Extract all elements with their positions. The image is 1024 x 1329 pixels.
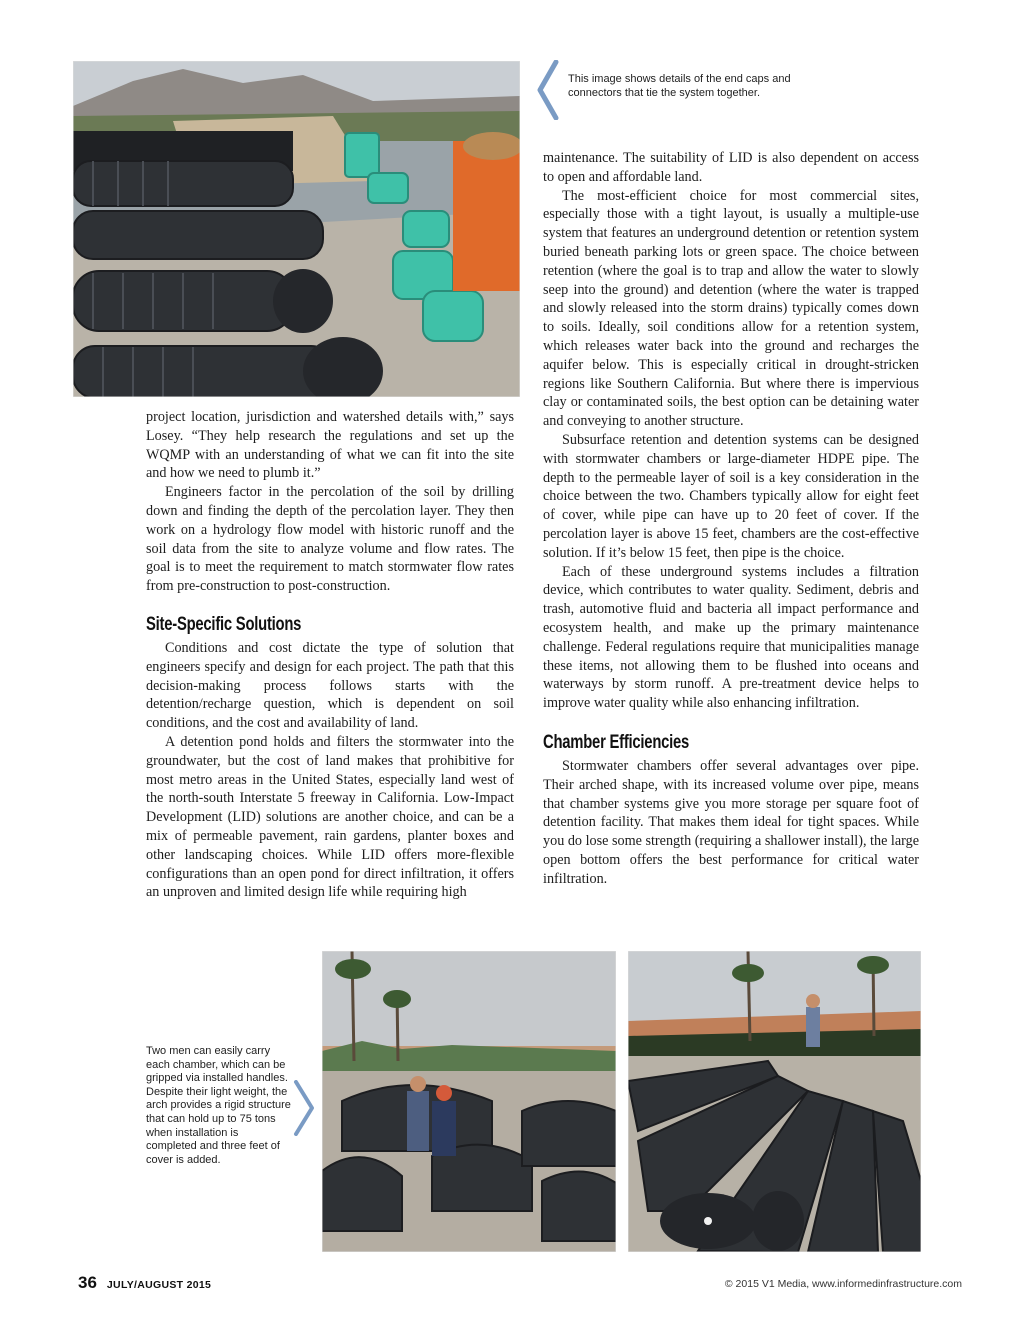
right-column xyxy=(543,149,919,888)
section-heading: Site-Specific Solutions xyxy=(146,613,302,635)
copyright-text: © 2015 V1 Media, www.informedinfrastructure.com xyxy=(724,1278,962,1290)
bottom-photo-caption: Two men can easily carry each chamber, which can be gripped via installed handles. Despite their light weight, the arch provides a rigid structure that can hold up to 75 tons when installation is completed and three feet of cover is added. xyxy=(146,1045,291,1166)
paragraph: maintenance. The suitability of LID is also dependent on access to open and affordable land. xyxy=(543,150,919,185)
chambers-connectors-image xyxy=(73,61,520,397)
chevron-left-icon xyxy=(534,60,560,120)
footer-left xyxy=(78,1273,211,1293)
paragraph: Engineers factor in the percolation of the soil by drilling down and finding the depth of the percolation layer. They then work on a hydrology flow model with historic runoff and the soil data from the site to analyze volume and flow rates. The goal is to meet the requirement to match stormwater flow rates from pre-construction to post-construction. xyxy=(146,484,514,595)
chevron-right-icon xyxy=(292,1080,316,1136)
paragraph: The most-efficient choice for most commercial sites, especially those with a tight layout, is usually a multiple-use system that features an underground detention or retention system buried beneath parking lots or green space. The choice between retention (where the goal is to trap and allow the water to slowly seep into the ground) and detention (where the water is trapped and slowly released into the storm drains) typically comes down to soils. Ideally, soil conditions allow for a retention system, which releases water back into the ground and recharges the aquifer below. This is especially critical in drought-stricken regions like Southern California. But where there is impervious clay or contaminated soils, the best option can be detaining water and conveying to another structure. xyxy=(543,187,919,430)
paragraph: project location, jurisdiction and watershed details with,” says Losey. “They help research the regulations and set up the WQMP with an understanding of what we can fit into the site and how we need to plumb it.” xyxy=(146,409,514,482)
paragraph: Subsurface retention and detention systems can be designed with stormwater chambers or large-diameter HDPE pipe. The depth to the permeable layer of soil is a key consideration in the choice between the two. Chambers typically allow for eight feet of cover, while pipe can have up to 20 feet of cover. If the percolation layer is above 15 feet, chambers are the cost-effective solution. If it’s below 15 feet, then pipe is the choice. xyxy=(543,431,919,561)
top-photo-caption: This image shows details of the end caps and connectors that tie the system together. xyxy=(568,73,791,99)
bottom-right-photo xyxy=(628,951,921,1252)
men-carrying-chamber-image xyxy=(322,951,616,1252)
page-number: 36 xyxy=(78,1273,97,1292)
top-photo xyxy=(73,61,520,397)
left-column xyxy=(146,408,514,902)
paragraph: A detention pond holds and filters the stormwater into the groundwater, but the cost of land makes that prohibitive for most metro areas in the United States, especially land west of the north-south Interstate 5 freeway in California. Low-Impact Development (LID) solutions are another choice, and can be a mix of permeable pavement, rain gardens, planter boxes and other landscaping choices. While LID offers more-flexible configurations than an open pond for direct infiltration, it offers an unproven and limited design life while requiring high xyxy=(146,733,514,901)
bottom-left-photo xyxy=(322,951,616,1252)
paragraph: Each of these underground systems includes a filtration device, which contributes to water quality. Sediment, debris and trash, automotive fluid and bacteria all impact performance and ecosystem health, and make up the primary maintenance challenge. Federal regulations require that municipalities manage these items, not allowing them to be flushed into oceans and waterways by storm runoff. A pre-treatment device helps to improve water quality while also enhancing infiltration. xyxy=(543,563,919,712)
installed-chamber-rows-image xyxy=(628,951,921,1252)
paragraph: Conditions and cost dictate the type of solution that engineers specify and design for each project. The path that this decision-making process follows starts with the detention/recharge question, which is dependent on soil conditions, and the cost and availability of land. xyxy=(146,639,514,732)
section-heading: Chamber Efficiencies xyxy=(543,731,690,753)
issue-date: JULY/AUGUST 2015 xyxy=(106,1279,212,1291)
paragraph: Stormwater chambers offer several advantages over pipe. Their arched shape, with its increased volume over pipe, means that chamber systems give you more storage per square foot of detention facility. That makes them ideal for tight spaces. While you do lose some strength (requiring a shallower install), the large open bottom offers the best performance for critical water infiltration. xyxy=(543,757,920,887)
